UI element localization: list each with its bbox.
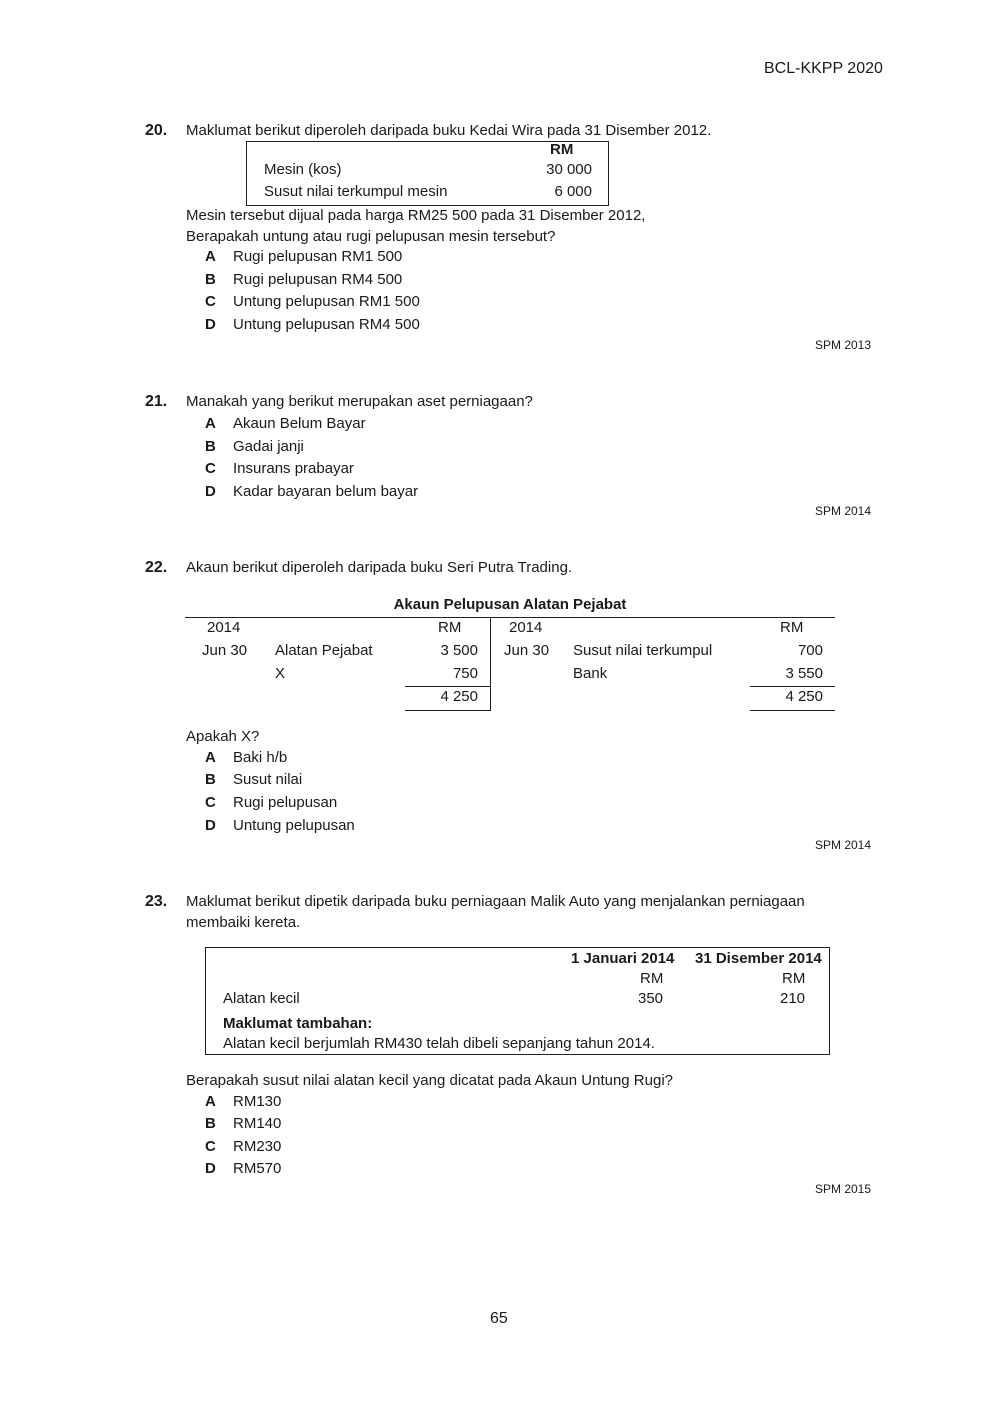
option-c[interactable]: C Untung pelupusan RM1 500 [205,293,420,310]
page-number: 65 [490,1310,508,1327]
option-c[interactable]: C Insurans prabayar [205,460,354,477]
source-label: SPM 2014 [815,504,872,518]
credit-rm-header: RM [780,619,804,636]
debit-date: Jun 30 [202,642,248,659]
t-account [185,617,835,711]
debit-desc: Alatan Pejabat [275,642,373,659]
question-number: 21. [145,393,168,410]
table-row-value: 350 [638,990,664,1007]
table-col-header: 31 Disember 2014 [695,950,822,967]
question-number: 20. [145,122,168,139]
question-stem: membaiki kereta. [186,914,301,931]
question-stem: Manakah yang berikut merupakan aset perniagaan? [186,393,533,410]
table-col-header: RM [550,141,574,158]
extra-info-title: Maklumat tambahan: [223,1015,373,1032]
question-text: Mesin tersebut dijual pada harga RM25 500 pada 31 Disember 2012, [186,207,646,224]
option-b[interactable]: B Rugi pelupusan RM4 500 [205,271,403,288]
table-row-value: 6 000 [554,183,592,200]
debit-year: 2014 [207,619,241,636]
question-stem: Maklumat berikut diperoleh daripada buku Kedai Wira pada 31 Disember 2012. [186,122,712,139]
credit-amount: 700 [797,642,823,659]
question-number: 22. [145,559,168,576]
option-c[interactable]: C Rugi pelupusan [205,794,338,811]
table-unit: RM [782,970,806,987]
option-d[interactable]: D Kadar bayaran belum bayar [205,483,419,500]
page-header: BCL-KKPP 2020 [764,60,883,77]
table-row-value: 210 [780,990,806,1007]
source-label: SPM 2014 [815,838,872,852]
debit-amount: 3 500 [440,642,478,659]
credit-year: 2014 [509,619,543,636]
table-row-value: 30 000 [546,161,592,178]
question-text: Apakah X? [186,728,260,745]
credit-total: 4 250 [785,688,823,705]
source-label: SPM 2013 [815,338,872,352]
option-b[interactable]: B RM140 [205,1115,282,1132]
debit-rm-header: RM [438,619,462,636]
credit-desc: Susut nilai terkumpul [573,642,713,659]
info-table [205,947,830,1055]
option-d[interactable]: D Untung pelupusan [205,817,355,834]
option-a[interactable]: A Rugi pelupusan RM1 500 [205,248,403,265]
table-row-label: Susut nilai terkumpul mesin [264,183,448,200]
question-stem: Maklumat berikut dipetik daripada buku perniagaan Malik Auto yang menjalankan perniagaan [186,893,805,910]
table-row-label: Alatan kecil [223,990,300,1007]
question-number: 23. [145,893,168,910]
debit-desc: X [275,665,286,682]
question-text: Berapakah untung atau rugi pelupusan mesin tersebut? [186,228,556,245]
option-b[interactable]: B Susut nilai [205,771,303,788]
credit-desc: Bank [573,665,608,682]
question-stem: Akaun berikut diperoleh daripada buku Seri Putra Trading. [186,559,573,576]
table-unit: RM [640,970,664,987]
option-a[interactable]: A Akaun Belum Bayar [205,415,366,432]
option-b[interactable]: B Gadai janji [205,438,304,455]
option-d[interactable]: D Untung pelupusan RM4 500 [205,316,420,333]
credit-date: Jun 30 [504,642,550,659]
source-label: SPM 2015 [815,1182,872,1196]
account-title: Akaun Pelupusan Alatan Pejabat [393,596,627,613]
table-col-header: 1 Januari 2014 [571,950,675,967]
option-a[interactable]: A RM130 [205,1093,282,1110]
credit-amount: 3 550 [785,665,823,682]
question-text: Berapakah susut nilai alatan kecil yang dicatat pada Akaun Untung Rugi? [186,1072,673,1089]
option-d[interactable]: D RM570 [205,1160,282,1177]
debit-total: 4 250 [440,688,478,705]
option-c[interactable]: C RM230 [205,1138,282,1155]
extra-info-text: Alatan kecil berjumlah RM430 telah dibeli sepanjang tahun 2014. [223,1035,655,1052]
option-a[interactable]: A Baki h/b [205,749,288,766]
table-row-label: Mesin (kos) [264,161,342,178]
debit-amount: 750 [452,665,478,682]
info-table [246,141,609,206]
